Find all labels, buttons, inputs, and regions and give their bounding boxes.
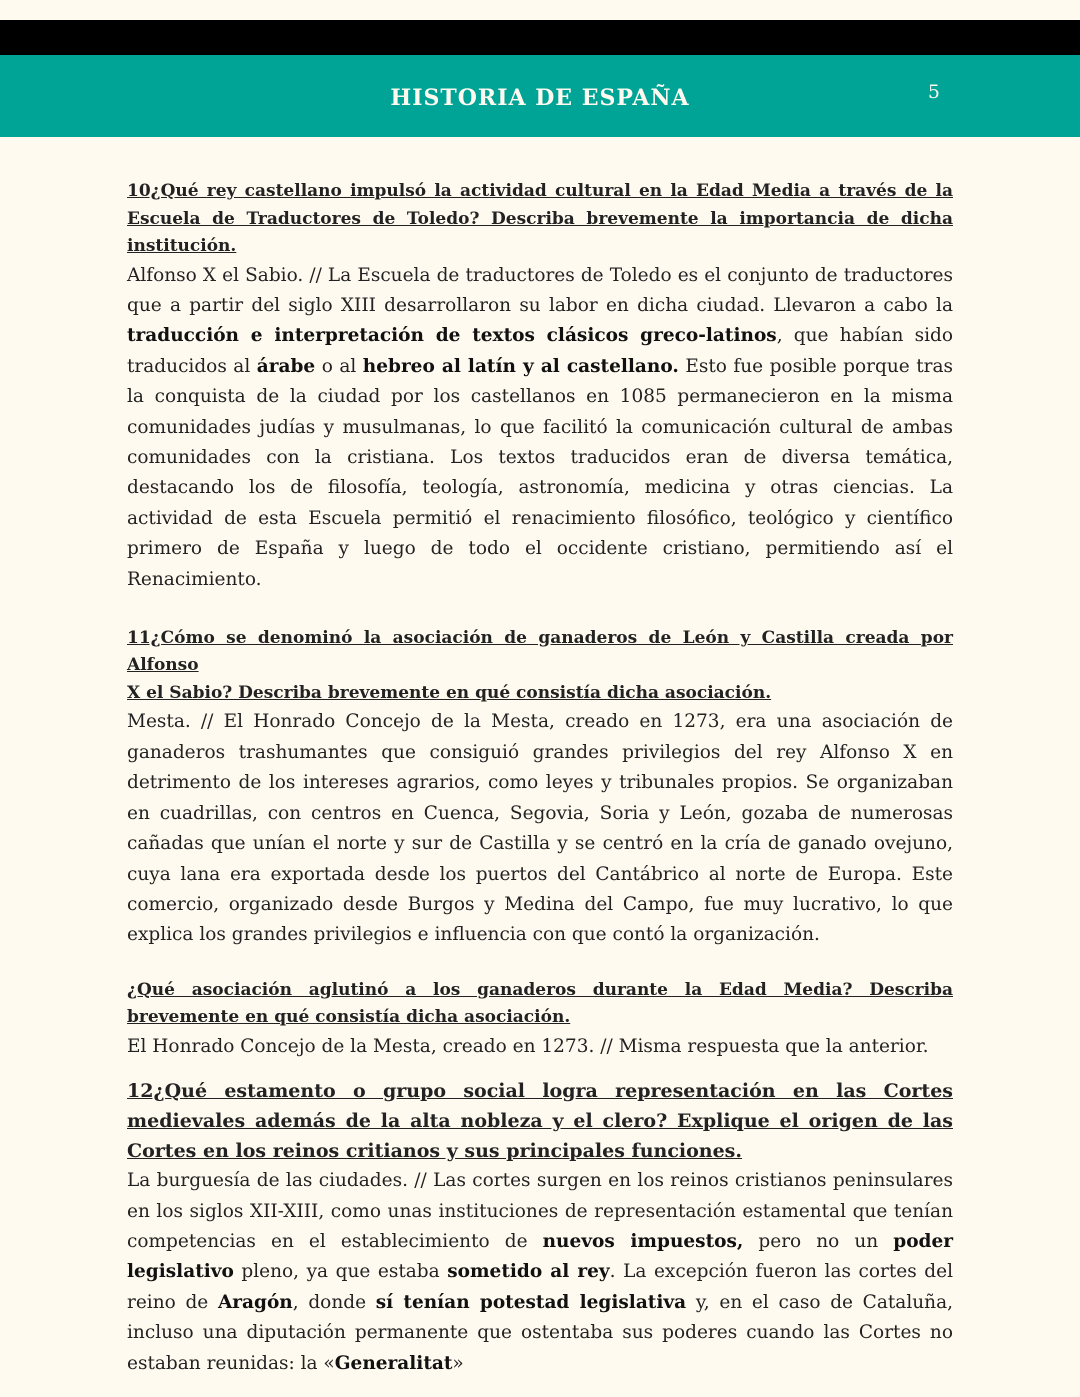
answer-10: Alfonso X el Sabio. // La Escuela de traductores de Toledo es el conjunto de traductores que a partir del siglo XIII desarrollaron su labor en dicha ciudad. Llevaron a cabo la traducción e interpretación de textos clásicos greco-latinos, que habían sido traducidos al árabe o al hebreo al latín y al castellano. Esto fue posible porque tras la conquista de la ciudad por los castellanos en 1085 permanecieron en la misma comunidades judías y musulmanas, lo que facilitó la comunicación cultural de ambas comunidades con la cristiana. Los textos traducidos eran de diversa temática, destacando los de filosofía, teología, astronomía, medicina y otras ciencias. La actividad de esta Escuela permitió el renacimiento filosófico, teológico y científico primero de España y luego de todo el occidente cristiano, permitiendo así el Renacimiento.: [127, 264, 954, 590]
question-12: 12¿Qué estamento o grupo social logra representación en las Cortes medievales además de la alta nobleza y el clero? Explique el origen de las Cortes en los reinos critianos y sus principales funciones.: [127, 1080, 953, 1163]
header-title: HISTORIA DE ESPAÑA: [390, 85, 690, 111]
page-content: [127, 178, 953, 1379]
spacer: [127, 595, 953, 625]
answer-11b: El Honrado Concejo de la Mesta, creado en 1273. // Misma respuesta que la anterior.: [127, 1035, 929, 1057]
spacer: [127, 951, 953, 977]
question-10: 10¿Qué rey castellano impulsó la actividad cultural en la Edad Media a través de la Escuela de Traductores de Toledo? Describa brevemente la importancia de dicha institución.: [127, 181, 953, 256]
spacer: [127, 1062, 953, 1076]
answer-12: La burguesía de las ciudades. // Las cortes surgen en los reinos cristianos peninsulares en los siglos XII-XIII, como unas instituciones de representación estamental que tenían competencias en el establecimiento de nuevos impuestos, pero no un poder legislativo pleno, ya que estaba sometido al rey. La excepción fueron las cortes del reino de Aragón, donde sí tenían potestad legislativa y, en el caso de Cataluña, incluso una diputación permanente que ostentaba sus poderes cuando las Cortes no estaban reunidas: la «Generalitat»: [127, 1170, 954, 1374]
page-header: [0, 55, 1080, 137]
question-11: 11¿Cómo se denominó la asociación de ganaderos de León y Castilla creada por Alfonso X el Sabio? Describa brevemente en qué consistía dicha asociación.: [127, 627, 953, 703]
page-number: 5: [927, 81, 940, 103]
top-margin: [0, 0, 1080, 20]
black-band: [0, 20, 1080, 55]
question-11b: ¿Qué asociación aglutinó a los ganaderos durante la Edad Media? Describa brevemente en qué consistía dicha asociación.: [127, 979, 953, 1028]
answer-11: Mesta. // El Honrado Concejo de la Mesta, creado en 1273, era una asociación de ganaderos trashumantes que consiguió grandes privilegios del rey Alfonso X en detrimento de los intereses agrarios, como leyes y tribunales propios. Se organizaban en cuadrillas, con centros en Cuenca, Segovia, Soria y León, gozaba de numerosas cañadas que unían el norte y sur de Castilla y se centró en la cría de ganado ovejuno, cuya lana era exportada desde los puertos del Cantábrico al norte de Europa. Este comercio, organizado desde Burgos y Medina del Campo, fue muy lucrativo, lo que explica los grandes privilegios e influencia con que contó la organización.: [127, 711, 953, 946]
